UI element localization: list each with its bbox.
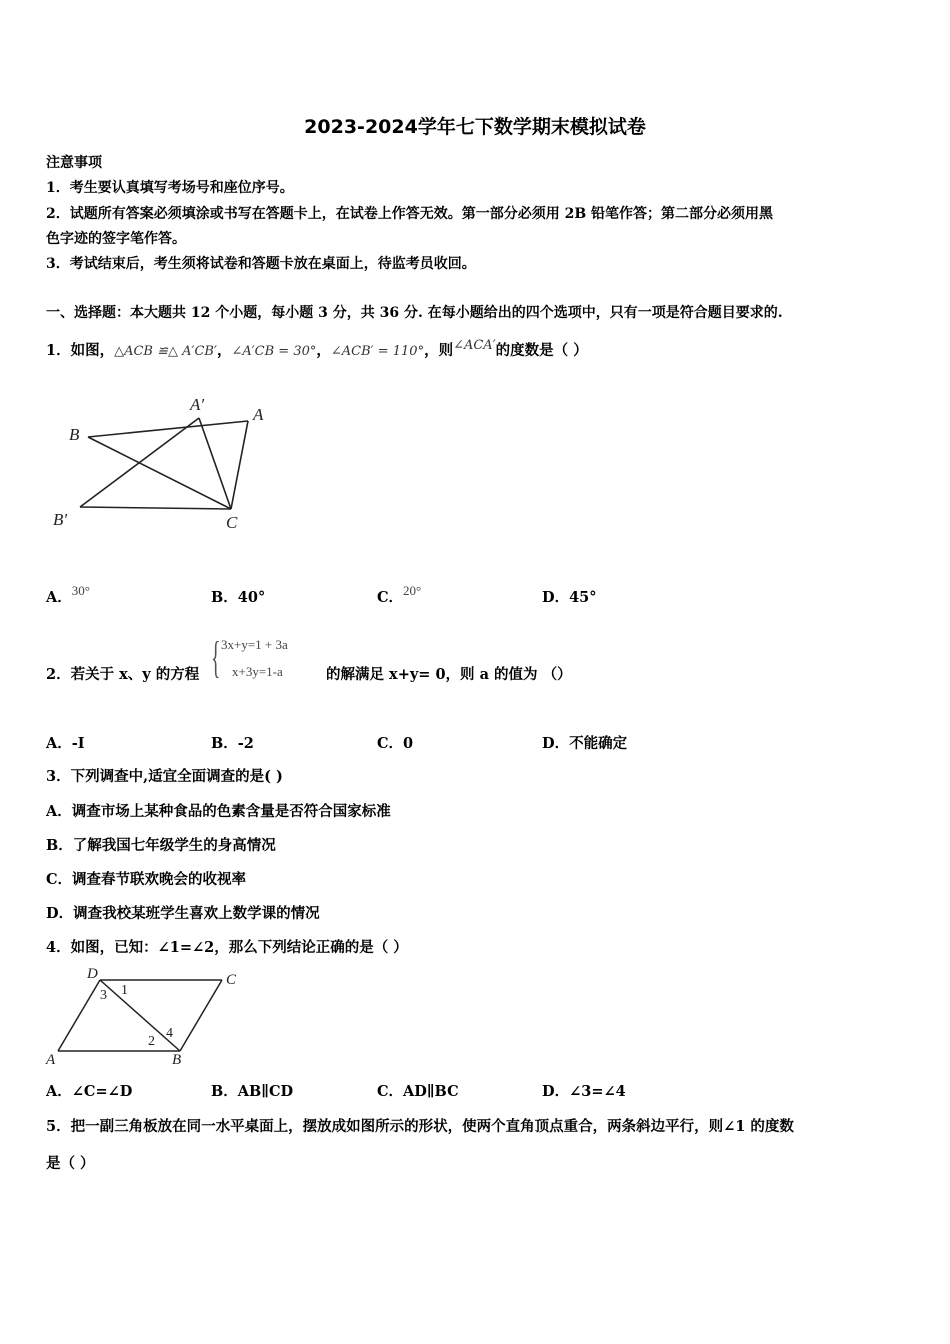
notice-item-1: 1．考生要认真填写考场号和座位序号。	[46, 180, 294, 196]
q2-option-a-label: A．	[46, 735, 72, 752]
q2-option-b-label: B．	[211, 735, 238, 752]
q1-condition-angle-1: ∠A′CB = 30°	[231, 344, 317, 359]
q4-angle-label-2: 2	[148, 1034, 155, 1049]
q2-option-c[interactable]	[377, 732, 413, 753]
q2-option-b[interactable]	[211, 732, 254, 753]
q1-sep-1: ，	[216, 342, 232, 359]
q4-option-a-label: A．	[46, 1083, 72, 1100]
q2-prefix: 2．若关于 x、y 的方程	[46, 666, 200, 683]
q2-option-c-label: C．	[377, 735, 404, 752]
q3-stem: 3．下列调查中,适宜全面调查的是( )	[46, 768, 283, 785]
q1-option-b-label: B．	[211, 589, 238, 606]
q1-figure	[48, 380, 288, 540]
q4-option-d-label: D．	[542, 1083, 570, 1100]
notice-item-2-line-2: 色字迹的签字笔作答。	[46, 231, 186, 247]
q4-option-d-value: ∠3=∠4	[569, 1083, 626, 1100]
q1-option-a-label: A．	[46, 589, 72, 606]
q2-option-c-value: 0	[403, 735, 414, 752]
q4-stem: 4．如图，已知：∠1=∠2，那么下列结论正确的是（ ）	[46, 939, 408, 956]
q1-option-a-value: 30°	[71, 583, 90, 598]
q1-segment-ac	[231, 421, 248, 509]
q4-angle-label-4: 4	[166, 1026, 173, 1041]
q1-option-b-value: 40°	[237, 589, 266, 606]
q1-prefix: 1．如图，	[46, 342, 115, 359]
section-heading: 一、选择题：本大题共 12 个小题，每小题 3 分，共 36 分. 在每小题给出的四个选项中，只有一项是符合题目要求的.	[46, 305, 783, 321]
q4-angle-label-3: 3	[100, 988, 107, 1003]
q1-option-a[interactable]	[46, 583, 90, 607]
q4-label-b: B	[172, 1052, 182, 1068]
q1-label-b: B	[69, 425, 80, 444]
page-title: 2023-2024学年七下数学期末模拟试卷	[304, 116, 646, 138]
q5-stem-line-2: 是（ ）	[46, 1155, 95, 1172]
q1-option-d[interactable]	[542, 586, 597, 607]
q1-label-a-prime: A′	[190, 395, 205, 414]
q2-equation-2: x+3y=1-a	[232, 664, 283, 679]
notice-heading: 注意事项	[46, 155, 102, 171]
q4-segment-bc	[180, 980, 222, 1051]
q4-segment-ad	[58, 980, 100, 1051]
q1-option-c-value: 20°	[403, 583, 422, 598]
q2-option-a-value: -I	[71, 735, 85, 752]
q4-label-a: A	[46, 1052, 56, 1068]
q4-option-b-label: B．	[211, 1083, 238, 1100]
q4-option-d[interactable]	[542, 1080, 626, 1101]
q4-option-c-value: AD∥BC	[403, 1083, 459, 1100]
q1-label-a: A	[253, 405, 264, 424]
q2-option-b-value: -2	[237, 735, 254, 752]
notice-item-3: 3．考试结束后，考生须将试卷和答题卡放在桌面上，待监考员收回。	[46, 256, 476, 272]
notice-item-2-line-1: 2．试题所有答案必须填涂或书写在答题卡上，在试卷上作答无效。第一部分必须用 2B 铅笔作答；第二部分必须用黑	[46, 206, 774, 222]
q1-segment-b-prime-c	[80, 507, 231, 509]
q2-brace: {	[211, 633, 221, 682]
q2-option-d[interactable]	[542, 732, 627, 753]
q1-option-c-label: C．	[377, 589, 404, 606]
q3-option-a[interactable]: A．调查市场上某种食品的色素含量是否符合国家标准	[46, 803, 391, 820]
q1-label-c: C	[226, 513, 238, 532]
q1-label-b-prime: B′	[53, 510, 68, 529]
q4-option-b[interactable]	[211, 1080, 293, 1101]
q1-mid: ，则	[424, 342, 454, 359]
q4-option-b-value: AB∥CD	[237, 1083, 294, 1100]
q1-option-c[interactable]	[377, 583, 422, 607]
q4-option-a[interactable]	[46, 1080, 132, 1101]
q1-option-d-label: D．	[542, 589, 570, 606]
q3-option-c[interactable]: C．调查春节联欢晚会的收视率	[46, 871, 247, 888]
q4-option-a-value: ∠C=∠D	[71, 1083, 133, 1100]
q2-suffix: 的解满足 x+y= 0，则 a 的值为 （）	[326, 666, 572, 683]
q1-condition-congruent: △ACB ≌△ A′CB′	[114, 344, 217, 359]
q2-option-d-value: 不能确定	[569, 735, 628, 752]
q1-target-angle: ∠ACA′	[453, 338, 496, 353]
q1-condition-angle-2: ∠ACB′ = 110°	[330, 344, 425, 359]
q4-figure	[40, 962, 250, 1068]
q3-option-d[interactable]: D．调查我校某班学生喜欢上数学课的情况	[46, 905, 320, 922]
q4-option-c-label: C．	[377, 1083, 404, 1100]
q1-sep-2: ，	[316, 342, 331, 359]
q1-suffix: 的度数是（ ）	[495, 342, 588, 359]
q1-option-d-value: 45°	[569, 589, 597, 606]
q4-angle-label-1: 1	[121, 983, 128, 998]
q1-stem	[46, 339, 588, 360]
q4-label-c: C	[226, 972, 237, 988]
q4-option-c[interactable]	[377, 1080, 459, 1101]
q2-option-d-label: D．	[542, 735, 570, 752]
q5-stem-line-1: 5．把一副三角板放在同一水平桌面上，摆放成如图所示的形状，使两个直角顶点重合，两条斜边平行，则∠1 的度数	[46, 1118, 794, 1135]
q3-option-b[interactable]: B．了解我国七年级学生的身高情况	[46, 837, 276, 854]
q1-option-b[interactable]	[211, 586, 265, 607]
q1-segment-ba	[88, 421, 248, 437]
q2-option-a[interactable]	[46, 732, 85, 753]
q2-equation-1: 3x+y=1 + 3a	[221, 637, 288, 652]
q4-label-d: D	[87, 966, 98, 982]
